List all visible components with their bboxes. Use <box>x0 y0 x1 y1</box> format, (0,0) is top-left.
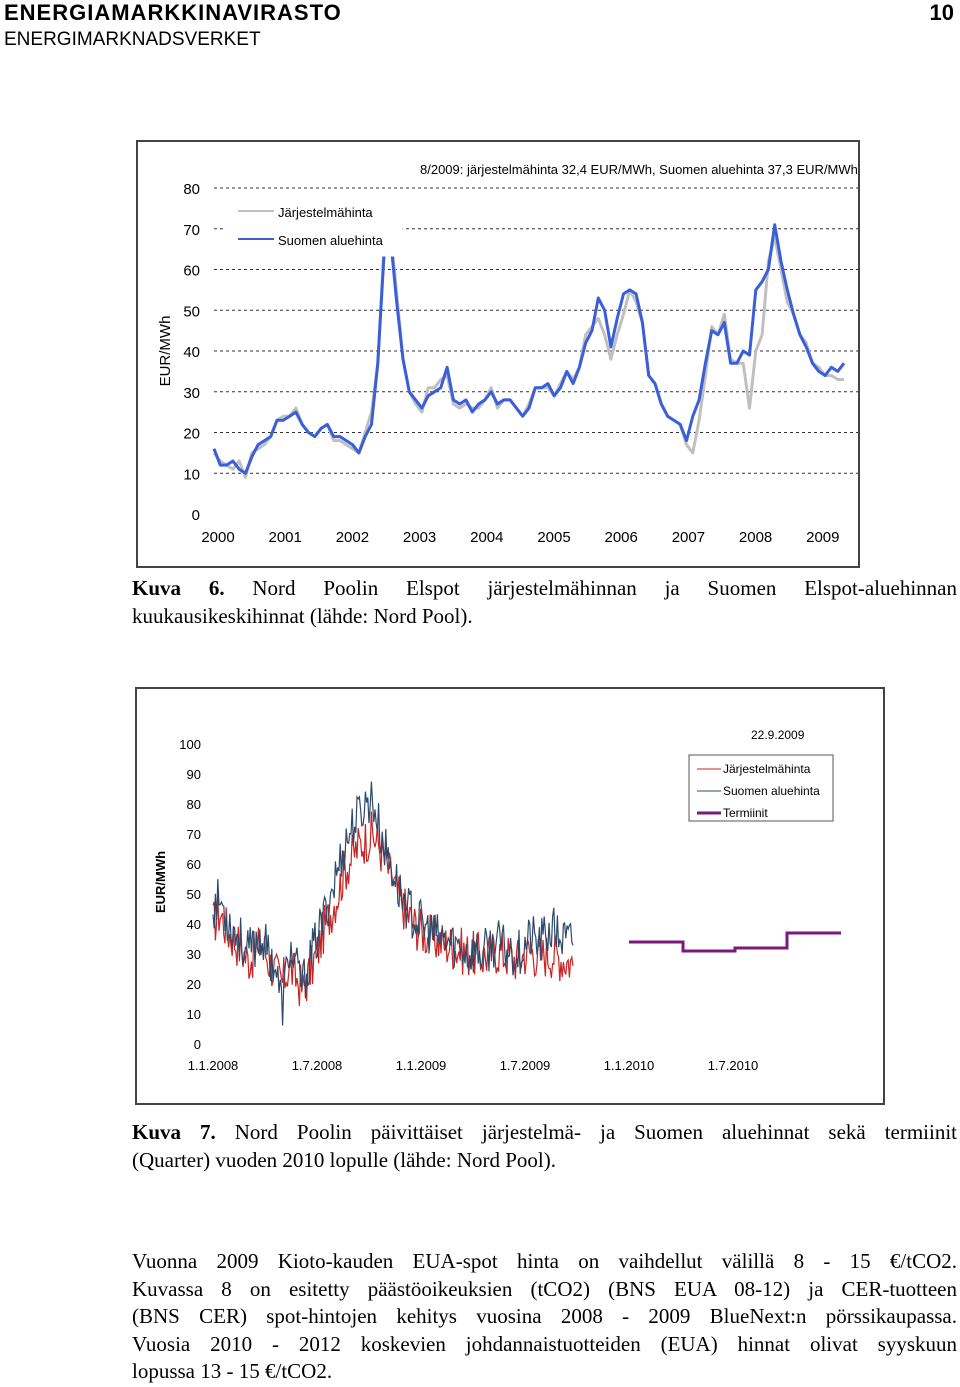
figure6-caption-label: Kuva 6. <box>132 576 225 600</box>
x-tick-label: 2008 <box>738 529 773 546</box>
x-tick-label: 1.7.2010 <box>707 1058 759 1073</box>
x-tick-label: 1.1.2009 <box>395 1058 447 1073</box>
y-tick-label: 40 <box>183 344 200 361</box>
figure6-caption-line1 <box>132 574 957 602</box>
figure7-caption-label: Kuva 7. <box>132 1120 216 1144</box>
legend-label: Suomen aluehinta <box>723 784 820 798</box>
series-line <box>214 225 844 474</box>
header-title: ENERGIAMARKKINAVIRASTO <box>4 0 342 25</box>
figure6-caption-text-1: Nord Poolin Elspot järjestelmähinnan ja Suomen Elspot-aluehinnan <box>252 576 957 600</box>
body-line: Kuvassa 8 on esitetty päästöoikeuksien (tCO2) (BNS EUA 08-12) ja CER-tuotteen <box>132 1276 957 1301</box>
figure6-caption-line2 <box>132 602 957 630</box>
y-tick-label: 0 <box>193 1037 201 1052</box>
page-number: 10 <box>929 0 954 25</box>
x-tick-label: 2002 <box>335 529 370 546</box>
figure7-caption-line2 <box>132 1146 957 1174</box>
y-tick-label: 70 <box>183 221 200 239</box>
y-axis-label: EUR/MWh <box>157 315 174 387</box>
series-line <box>213 812 573 1006</box>
series-line <box>629 933 841 951</box>
x-tick-label: 2004 <box>470 529 504 546</box>
y-tick-label: 100 <box>179 737 201 752</box>
y-tick-label: 50 <box>183 303 200 321</box>
figure7-caption-text-2: (Quarter) vuoden 2010 lopulle (lähde: Nord Pool). <box>132 1148 556 1172</box>
x-tick-label: 2009 <box>806 529 840 546</box>
y-tick-label: 70 <box>186 827 201 842</box>
y-tick-label: 20 <box>186 977 201 992</box>
x-tick-label: 1.1.2010 <box>603 1058 655 1073</box>
body-line: Vuonna 2009 Kioto-kauden EUA-spot hinta on vaihdellut välillä 8 - 15 €/tCO2. <box>132 1249 957 1273</box>
body-line: Vuosia 2010 - 2012 koskevien johdannaistuotteiden (EUA) hinnat olivat syyskuun <box>132 1331 957 1356</box>
y-axis-label: EUR/MWh <box>153 850 168 914</box>
x-tick-label: 2007 <box>671 529 706 546</box>
figure6-caption-text-2: kuukausikeskihinnat (lähde: Nord Pool). <box>132 604 473 628</box>
y-tick-label: 60 <box>183 262 200 280</box>
body-line: (BNS CER) spot-hintojen kehitys vuosina 2008 - 2009 BlueNext:n pörssikaupassa. <box>132 1304 957 1328</box>
chart-monthly-prices-svg <box>138 142 858 566</box>
y-tick-label: 90 <box>186 767 201 782</box>
y-tick-label: 0 <box>191 507 200 524</box>
x-tick-label: 1.1.2008 <box>187 1058 239 1073</box>
y-tick-label: 50 <box>186 887 201 902</box>
y-tick-label: 30 <box>186 947 201 962</box>
legend-label: Järjestelmähinta <box>723 762 811 776</box>
chart-daily-prices-svg <box>137 689 883 1103</box>
y-tick-label: 10 <box>186 1007 201 1022</box>
x-tick-label: 2003 <box>402 529 437 546</box>
chart-annotation: 8/2009: järjestelmähinta 32,4 EUR/MWh, Suomen aluehinta 37,3 EUR/MWh <box>420 162 858 177</box>
y-tick-label: 10 <box>183 466 200 484</box>
y-tick-label: 30 <box>183 384 200 402</box>
x-tick-label: 2000 <box>201 529 235 546</box>
x-tick-label: 2001 <box>268 529 302 546</box>
body-paragraph <box>132 1248 957 1386</box>
y-tick-label: 40 <box>186 917 201 932</box>
legend-label: Termiinit <box>723 806 768 820</box>
x-tick-label: 1.7.2009 <box>499 1058 551 1073</box>
x-tick-label: 1.7.2008 <box>291 1058 343 1073</box>
legend-label: Suomen aluehinta <box>278 233 383 248</box>
body-line: lopussa 13 - 15 €/tCO2. <box>132 1359 333 1383</box>
figure7-caption-line1 <box>132 1118 957 1146</box>
y-tick-label: 80 <box>186 797 201 812</box>
y-tick-label: 80 <box>183 181 200 198</box>
chart-annotation: 22.9.2009 <box>751 728 805 742</box>
x-tick-label: 2006 <box>604 529 638 546</box>
y-tick-label: 20 <box>183 425 200 443</box>
y-tick-label: 60 <box>186 857 201 872</box>
legend-label: Järjestelmähinta <box>278 205 373 220</box>
x-tick-label: 2005 <box>537 529 571 546</box>
series-line <box>213 782 573 1026</box>
chart-monthly-prices <box>136 140 860 568</box>
header-subtitle: ENERGIMARKNADSVERKET <box>4 29 261 50</box>
chart-daily-prices <box>135 687 885 1105</box>
figure7-caption-text-1: Nord Poolin päivittäiset järjestelmä- ja Suomen aluehinnat sekä termiinit <box>234 1120 958 1144</box>
